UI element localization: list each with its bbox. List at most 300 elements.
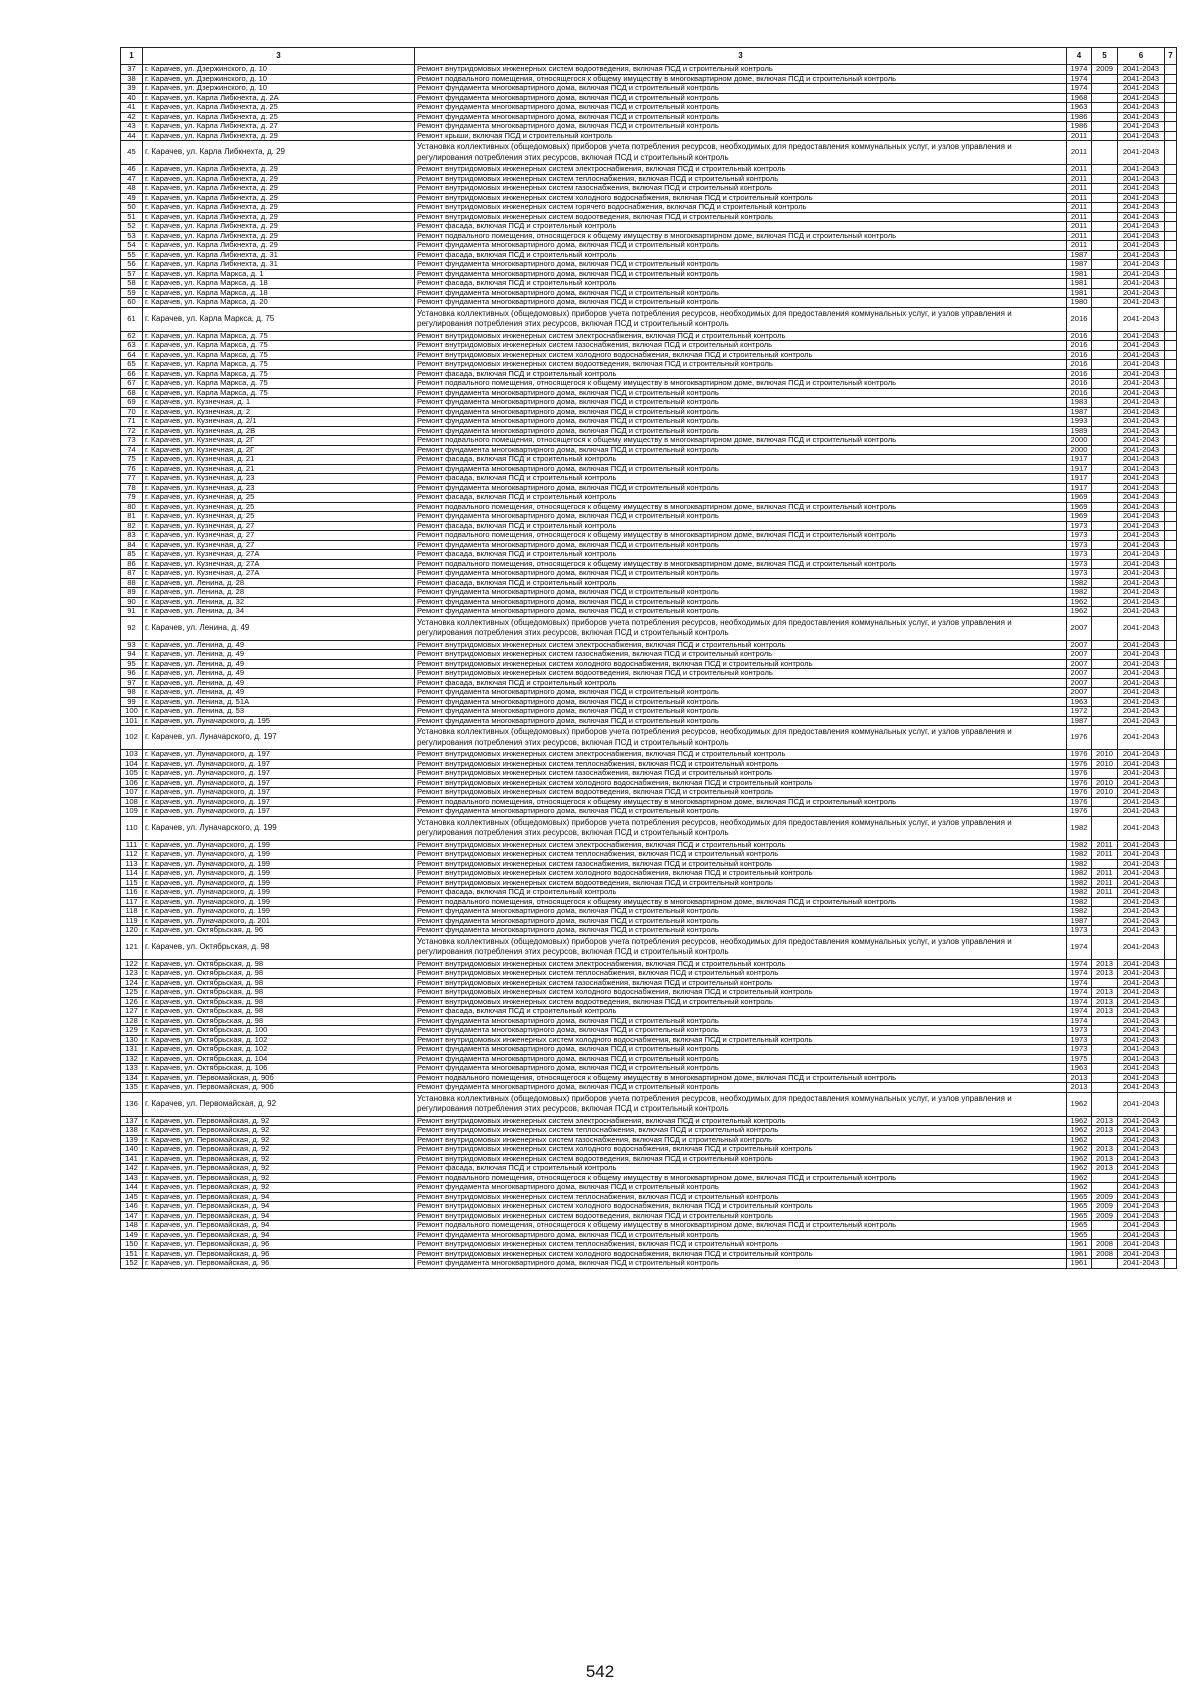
planned-period: 2041-2043 — [1118, 659, 1165, 669]
last-repair-year — [1092, 260, 1118, 270]
last-repair-year — [1092, 1135, 1118, 1145]
table-row — [121, 131, 1177, 141]
planned-period: 2041-2043 — [1118, 222, 1165, 232]
row-number: 38 — [121, 74, 143, 84]
planned-period: 2041-2043 — [1118, 559, 1165, 569]
table-row — [121, 493, 1177, 503]
row-number: 81 — [121, 512, 143, 522]
planned-period: 2041-2043 — [1118, 935, 1165, 959]
empty-cell — [1165, 269, 1177, 279]
planned-period: 2041-2043 — [1118, 726, 1165, 750]
table-row — [121, 165, 1177, 175]
empty-cell — [1165, 640, 1177, 650]
work-type: Ремонт внутридомовых инженерных систем электроснабжения, включая ПСД и строительный контроль — [415, 640, 1067, 650]
table-row — [121, 141, 1177, 165]
last-repair-year — [1092, 222, 1118, 232]
address: г. Карачев, ул. Ленина, д. 34 — [143, 607, 415, 617]
row-number: 152 — [121, 1259, 143, 1269]
table-row — [121, 1164, 1177, 1174]
row-number: 42 — [121, 112, 143, 122]
address: г. Карачев, ул. Луначарского, д. 197 — [143, 788, 415, 798]
year-built: 1974 — [1067, 935, 1092, 959]
empty-cell — [1165, 141, 1177, 165]
table-row — [121, 502, 1177, 512]
table-row — [121, 578, 1177, 588]
last-repair-year — [1092, 1016, 1118, 1026]
work-type: Ремонт внутридомовых инженерных систем газоснабжения, включая ПСД и строительный контроль — [415, 859, 1067, 869]
work-type: Ремонт фундамента многоквартирного дома, включая ПСД и строительный контроль — [415, 512, 1067, 522]
address: г. Карачев, ул. Карла Либкнехта, д. 29 — [143, 184, 415, 194]
address: г. Карачев, ул. Кузнечная, д. 25 — [143, 512, 415, 522]
last-repair-year — [1092, 483, 1118, 493]
address: г. Карачев, ул. Карла Либкнехта, д. 29 — [143, 141, 415, 165]
address: г. Карачев, ул. Луначарского, д. 197 — [143, 778, 415, 788]
row-number: 67 — [121, 379, 143, 389]
work-type: Ремонт внутридомовых инженерных систем холодного водоснабжения, включая ПСД и строительный контроль — [415, 988, 1067, 998]
work-type: Ремонт фундамента многоквартирного дома, включая ПСД и строительный контроль — [415, 1054, 1067, 1064]
last-repair-year — [1092, 669, 1118, 679]
table-row — [121, 360, 1177, 370]
work-type: Ремонт фундамента многоквартирного дома, включая ПСД и строительный контроль — [415, 688, 1067, 698]
year-built: 1962 — [1067, 1135, 1092, 1145]
address: г. Карачев, ул. Луначарского, д. 197 — [143, 750, 415, 760]
work-type: Ремонт внутридомовых инженерных систем холодного водоснабжения, включая ПСД и строительный контроль — [415, 1202, 1067, 1212]
year-built: 2007 — [1067, 640, 1092, 650]
year-built: 2007 — [1067, 659, 1092, 669]
row-number: 66 — [121, 369, 143, 379]
planned-period: 2041-2043 — [1118, 1154, 1165, 1164]
planned-period: 2041-2043 — [1118, 1173, 1165, 1183]
last-repair-year — [1092, 388, 1118, 398]
empty-cell — [1165, 436, 1177, 446]
row-number: 126 — [121, 997, 143, 1007]
year-built: 2016 — [1067, 388, 1092, 398]
empty-cell — [1165, 926, 1177, 936]
last-repair-year — [1092, 797, 1118, 807]
row-number: 151 — [121, 1249, 143, 1259]
table-row — [121, 521, 1177, 531]
table-header-row — [121, 48, 1177, 65]
row-number: 150 — [121, 1240, 143, 1250]
planned-period: 2041-2043 — [1118, 640, 1165, 650]
header-col-7: 7 — [1165, 48, 1177, 65]
work-type: Ремонт подвального помещения, относящегося к общему имуществу в многоквартирном доме, включая ПСД и строительный контроль — [415, 559, 1067, 569]
address: г. Карачев, ул. Ленина, д. 49 — [143, 659, 415, 669]
row-number: 138 — [121, 1126, 143, 1136]
last-repair-year — [1092, 569, 1118, 579]
year-built: 1987 — [1067, 407, 1092, 417]
table-row — [121, 279, 1177, 289]
planned-period: 2041-2043 — [1118, 540, 1165, 550]
work-type: Ремонт фундамента многоквартирного дома, включая ПСД и строительный контроль — [415, 926, 1067, 936]
planned-period: 2041-2043 — [1118, 897, 1165, 907]
year-built: 2011 — [1067, 203, 1092, 213]
year-built: 2011 — [1067, 231, 1092, 241]
planned-period: 2041-2043 — [1118, 445, 1165, 455]
work-type: Ремонт фасада, включая ПСД и строительный контроль — [415, 550, 1067, 560]
planned-period: 2041-2043 — [1118, 493, 1165, 503]
last-repair-year — [1092, 1083, 1118, 1093]
year-built: 1917 — [1067, 483, 1092, 493]
work-type: Ремонт внутридомовых инженерных систем газоснабжения, включая ПСД и строительный контроль — [415, 650, 1067, 660]
last-repair-year — [1092, 521, 1118, 531]
year-built: 1976 — [1067, 726, 1092, 750]
work-type: Ремонт фундамента многоквартирного дома, включая ПСД и строительный контроль — [415, 398, 1067, 408]
table-row — [121, 1145, 1177, 1155]
address: г. Карачев, ул. Первомайская, д. 92 — [143, 1116, 415, 1126]
last-repair-year — [1092, 379, 1118, 389]
last-repair-year — [1092, 250, 1118, 260]
last-repair-year — [1092, 474, 1118, 484]
last-repair-year — [1092, 141, 1118, 165]
work-type: Ремонт внутридомовых инженерных систем электроснабжения, включая ПСД и строительный контроль — [415, 750, 1067, 760]
empty-cell — [1165, 569, 1177, 579]
year-built: 2016 — [1067, 331, 1092, 341]
empty-cell — [1165, 859, 1177, 869]
empty-cell — [1165, 1045, 1177, 1055]
empty-cell — [1165, 493, 1177, 503]
address: г. Карачев, ул. Кузнечная, д. 21 — [143, 455, 415, 465]
year-built: 1973 — [1067, 521, 1092, 531]
year-built: 1965 — [1067, 1211, 1092, 1221]
work-type: Ремонт подвального помещения, относящегося к общему имуществу в многоквартирном доме, включая ПСД и строительный контроль — [415, 897, 1067, 907]
row-number: 76 — [121, 464, 143, 474]
planned-period: 2041-2043 — [1118, 417, 1165, 427]
empty-cell — [1165, 103, 1177, 113]
table-row — [121, 1249, 1177, 1259]
address: г. Карачев, ул. Первомайская, д. 96 — [143, 1240, 415, 1250]
row-number: 123 — [121, 969, 143, 979]
last-repair-year — [1092, 1035, 1118, 1045]
work-type: Ремонт внутридомовых инженерных систем газоснабжения, включая ПСД и строительный контроль — [415, 978, 1067, 988]
empty-cell — [1165, 1126, 1177, 1136]
row-number: 132 — [121, 1054, 143, 1064]
planned-period: 2041-2043 — [1118, 1016, 1165, 1026]
work-type: Ремонт фундамента многоквартирного дома, включая ПСД и строительный контроль — [415, 445, 1067, 455]
address: г. Карачев, ул. Карла Либкнехта, д. 31 — [143, 250, 415, 260]
empty-cell — [1165, 907, 1177, 917]
row-number: 61 — [121, 307, 143, 331]
work-type: Ремонт фундамента многоквартирного дома, включая ПСД и строительный контроль — [415, 1183, 1067, 1193]
empty-cell — [1165, 512, 1177, 522]
work-type: Ремонт внутридомовых инженерных систем теплоснабжения, включая ПСД и строительный контроль — [415, 969, 1067, 979]
last-repair-year — [1092, 1259, 1118, 1269]
header-col-6: 6 — [1118, 48, 1165, 65]
year-built: 1963 — [1067, 1064, 1092, 1074]
row-number: 118 — [121, 907, 143, 917]
address: г. Карачев, ул. Ленина, д. 53 — [143, 707, 415, 717]
last-repair-year — [1092, 407, 1118, 417]
year-built: 1982 — [1067, 869, 1092, 879]
planned-period: 2041-2043 — [1118, 65, 1165, 75]
empty-cell — [1165, 174, 1177, 184]
table-row — [121, 203, 1177, 213]
planned-period: 2041-2043 — [1118, 597, 1165, 607]
year-built: 1987 — [1067, 260, 1092, 270]
row-number: 108 — [121, 797, 143, 807]
empty-cell — [1165, 988, 1177, 998]
last-repair-year — [1092, 269, 1118, 279]
table-row — [121, 369, 1177, 379]
last-repair-year — [1092, 926, 1118, 936]
row-number: 136 — [121, 1092, 143, 1116]
row-number: 69 — [121, 398, 143, 408]
planned-period: 2041-2043 — [1118, 978, 1165, 988]
table-row — [121, 669, 1177, 679]
work-type: Ремонт подвального помещения, относящегося к общему имуществу в многоквартирном доме, включая ПСД и строительный контроль — [415, 1173, 1067, 1183]
address: г. Карачев, ул. Карла Либкнехта, д. 29 — [143, 174, 415, 184]
planned-period: 2041-2043 — [1118, 916, 1165, 926]
work-type: Ремонт внутридомовых инженерных систем водоотведения, включая ПСД и строительный контроль — [415, 212, 1067, 222]
empty-cell — [1165, 1073, 1177, 1083]
table-row — [121, 788, 1177, 798]
table-row — [121, 74, 1177, 84]
year-built: 1963 — [1067, 697, 1092, 707]
last-repair-year: 2011 — [1092, 878, 1118, 888]
work-type: Ремонт фундамента многоквартирного дома, включая ПСД и строительный контроль — [415, 1083, 1067, 1093]
work-type: Установка коллективных (общедомовых) приборов учета потребления ресурсов, необходимых для предоставления коммунальных услуг, и узлов управления и регулирования потребления этих ресурсов, включая ПСД и строительный контроль — [415, 1092, 1067, 1116]
work-type: Ремонт внутридомовых инженерных систем водоотведения, включая ПСД и строительный контроль — [415, 997, 1067, 1007]
planned-period: 2041-2043 — [1118, 716, 1165, 726]
row-number: 139 — [121, 1135, 143, 1145]
address: г. Карачев, ул. Карла Маркса, д. 75 — [143, 388, 415, 398]
address: г. Карачев, ул. Кузнечная, д. 21 — [143, 464, 415, 474]
work-type: Ремонт фундамента многоквартирного дома, включая ПСД и строительный контроль — [415, 707, 1067, 717]
year-built: 1976 — [1067, 778, 1092, 788]
address: г. Карачев, ул. Луначарского, д. 199 — [143, 897, 415, 907]
work-type: Ремонт подвального помещения, относящегося к общему имуществу в многоквартирном доме, включая ПСД и строительный контроль — [415, 502, 1067, 512]
last-repair-year — [1092, 1045, 1118, 1055]
row-number: 57 — [121, 269, 143, 279]
address: г. Карачев, ул. Первомайская, д. 92 — [143, 1154, 415, 1164]
planned-period: 2041-2043 — [1118, 436, 1165, 446]
work-type: Ремонт фундамента многоквартирного дома, включая ПСД и строительный контроль — [415, 288, 1067, 298]
table-row — [121, 869, 1177, 879]
address: г. Карачев, ул. Первомайская, д. 94 — [143, 1202, 415, 1212]
work-type: Установка коллективных (общедомовых) приборов учета потребления ресурсов, необходимых для предоставления коммунальных услуг, и узлов управления и регулирования потребления этих ресурсов, включая ПСД и строительный контроль — [415, 141, 1067, 165]
empty-cell — [1165, 697, 1177, 707]
address: г. Карачев, ул. Октябрьская, д. 100 — [143, 1026, 415, 1036]
empty-cell — [1165, 455, 1177, 465]
planned-period: 2041-2043 — [1118, 141, 1165, 165]
work-type: Ремонт внутридомовых инженерных систем теплоснабжения, включая ПСД и строительный контроль — [415, 850, 1067, 860]
address: г. Карачев, ул. Кузнечная, д. 25 — [143, 502, 415, 512]
work-type: Ремонт фундамента многоквартирного дома, включая ПСД и строительный контроль — [415, 1230, 1067, 1240]
planned-period: 2041-2043 — [1118, 112, 1165, 122]
row-number: 142 — [121, 1164, 143, 1174]
address: г. Карачев, ул. Первомайская, д. 92 — [143, 1092, 415, 1116]
work-type: Ремонт фасада, включая ПСД и строительный контроль — [415, 455, 1067, 465]
planned-period: 2041-2043 — [1118, 1211, 1165, 1221]
work-type: Ремонт внутридомовых инженерных систем газоснабжения, включая ПСД и строительный контроль — [415, 1135, 1067, 1145]
last-repair-year: 2010 — [1092, 778, 1118, 788]
address: г. Карачев, ул. Карла Маркса, д. 75 — [143, 369, 415, 379]
work-type: Ремонт фундамента многоквартирного дома, включая ПСД и строительный контроль — [415, 1026, 1067, 1036]
work-type: Ремонт фундамента многоквартирного дома, включая ПСД и строительный контроль — [415, 417, 1067, 427]
row-number: 86 — [121, 559, 143, 569]
planned-period: 2041-2043 — [1118, 279, 1165, 289]
year-built: 1976 — [1067, 769, 1092, 779]
empty-cell — [1165, 850, 1177, 860]
address: г. Карачев, ул. Карла Либкнехта, д. 29 — [143, 131, 415, 141]
empty-cell — [1165, 1092, 1177, 1116]
table-row — [121, 640, 1177, 650]
work-type: Ремонт фундамента многоквартирного дома, включая ПСД и строительный контроль — [415, 607, 1067, 617]
last-repair-year: 2009 — [1092, 1202, 1118, 1212]
row-number: 68 — [121, 388, 143, 398]
planned-period: 2041-2043 — [1118, 250, 1165, 260]
last-repair-year: 2009 — [1092, 1192, 1118, 1202]
work-type: Ремонт внутридомовых инженерных систем теплоснабжения, включая ПСД и строительный контроль — [415, 174, 1067, 184]
address: г. Карачев, ул. Карла Маркса, д. 75 — [143, 307, 415, 331]
last-repair-year: 2009 — [1092, 1211, 1118, 1221]
table-row — [121, 1126, 1177, 1136]
last-repair-year — [1092, 540, 1118, 550]
row-number: 60 — [121, 298, 143, 308]
planned-period: 2041-2043 — [1118, 769, 1165, 779]
table-row — [121, 816, 1177, 840]
year-built: 2013 — [1067, 1083, 1092, 1093]
planned-period: 2041-2043 — [1118, 707, 1165, 717]
year-built: 1973 — [1067, 569, 1092, 579]
table-row — [121, 1221, 1177, 1231]
work-type: Ремонт внутридомовых инженерных систем газоснабжения, включая ПСД и строительный контроль — [415, 184, 1067, 194]
address: г. Карачев, ул. Карла Либкнехта, д. 2А — [143, 93, 415, 103]
year-built: 1973 — [1067, 550, 1092, 560]
empty-cell — [1165, 1249, 1177, 1259]
year-built: 1975 — [1067, 1054, 1092, 1064]
work-type: Ремонт внутридомовых инженерных систем холодного водоснабжения, включая ПСД и строительный контроль — [415, 1249, 1067, 1259]
planned-period: 2041-2043 — [1118, 616, 1165, 640]
year-built: 2011 — [1067, 241, 1092, 251]
table-row — [121, 474, 1177, 484]
work-type: Ремонт внутридомовых инженерных систем водоотведения, включая ПСД и строительный контроль — [415, 669, 1067, 679]
row-number: 103 — [121, 750, 143, 760]
address: г. Карачев, ул. Луначарского, д. 199 — [143, 859, 415, 869]
last-repair-year: 2010 — [1092, 750, 1118, 760]
row-number: 48 — [121, 184, 143, 194]
planned-period: 2041-2043 — [1118, 288, 1165, 298]
last-repair-year: 2013 — [1092, 1126, 1118, 1136]
empty-cell — [1165, 1173, 1177, 1183]
row-number: 113 — [121, 859, 143, 869]
year-built: 1972 — [1067, 707, 1092, 717]
work-type: Ремонт фундамента многоквартирного дома, включая ПСД и строительный контроль — [415, 241, 1067, 251]
address: г. Карачев, ул. Луначарского, д. 197 — [143, 769, 415, 779]
work-type: Ремонт фундамента многоквартирного дома, включая ПСД и строительный контроль — [415, 569, 1067, 579]
planned-period: 2041-2043 — [1118, 1073, 1165, 1083]
row-number: 144 — [121, 1183, 143, 1193]
row-number: 77 — [121, 474, 143, 484]
planned-period: 2041-2043 — [1118, 455, 1165, 465]
planned-period: 2041-2043 — [1118, 688, 1165, 698]
empty-cell — [1165, 1145, 1177, 1155]
address: г. Карачев, ул. Карла Либкнехта, д. 25 — [143, 112, 415, 122]
row-number: 75 — [121, 455, 143, 465]
year-built: 2000 — [1067, 436, 1092, 446]
address: г. Карачев, ул. Первомайская, д. 92 — [143, 1173, 415, 1183]
year-built: 1974 — [1067, 959, 1092, 969]
last-repair-year: 2013 — [1092, 959, 1118, 969]
planned-period: 2041-2043 — [1118, 1221, 1165, 1231]
address: г. Карачев, ул. Карла Либкнехта, д. 29 — [143, 193, 415, 203]
row-number: 58 — [121, 279, 143, 289]
empty-cell — [1165, 193, 1177, 203]
table-row — [121, 540, 1177, 550]
row-number: 53 — [121, 231, 143, 241]
last-repair-year — [1092, 769, 1118, 779]
empty-cell — [1165, 1240, 1177, 1250]
work-type: Ремонт внутридомовых инженерных систем электроснабжения, включая ПСД и строительный контроль — [415, 840, 1067, 850]
address: г. Карачев, ул. Луначарского, д. 199 — [143, 840, 415, 850]
row-number: 140 — [121, 1145, 143, 1155]
empty-cell — [1165, 417, 1177, 427]
year-built: 1962 — [1067, 1183, 1092, 1193]
year-built: 1974 — [1067, 988, 1092, 998]
address: г. Карачев, ул. Кузнечная, д. 2В — [143, 426, 415, 436]
row-number: 56 — [121, 260, 143, 270]
empty-cell — [1165, 1116, 1177, 1126]
last-repair-year — [1092, 464, 1118, 474]
last-repair-year — [1092, 369, 1118, 379]
last-repair-year — [1092, 436, 1118, 446]
planned-period: 2041-2043 — [1118, 926, 1165, 936]
row-number: 47 — [121, 174, 143, 184]
row-number: 124 — [121, 978, 143, 988]
work-type: Ремонт фасада, включая ПСД и строительный контроль — [415, 578, 1067, 588]
empty-cell — [1165, 212, 1177, 222]
table-row — [121, 103, 1177, 113]
last-repair-year — [1092, 360, 1118, 370]
row-number: 92 — [121, 616, 143, 640]
last-repair-year — [1092, 650, 1118, 660]
year-built: 2016 — [1067, 307, 1092, 331]
planned-period: 2041-2043 — [1118, 850, 1165, 860]
planned-period: 2041-2043 — [1118, 859, 1165, 869]
table-row — [121, 1016, 1177, 1026]
work-type: Ремонт фундамента многоквартирного дома, включая ПСД и строительный контроль — [415, 1259, 1067, 1269]
address: г. Карачев, ул. Ленина, д. 32 — [143, 597, 415, 607]
work-type: Ремонт фундамента многоквартирного дома, включая ПСД и строительный контроль — [415, 93, 1067, 103]
empty-cell — [1165, 726, 1177, 750]
last-repair-year — [1092, 550, 1118, 560]
last-repair-year — [1092, 1073, 1118, 1083]
row-number: 63 — [121, 341, 143, 351]
last-repair-year — [1092, 1064, 1118, 1074]
work-type: Ремонт фасада, включая ПСД и строительный контроль — [415, 279, 1067, 289]
work-type: Ремонт внутридомовых инженерных систем холодного водоснабжения, включая ПСД и строительный контроль — [415, 1035, 1067, 1045]
table-row — [121, 436, 1177, 446]
empty-cell — [1165, 878, 1177, 888]
table-row — [121, 607, 1177, 617]
row-number: 120 — [121, 926, 143, 936]
row-number: 40 — [121, 93, 143, 103]
year-built: 1969 — [1067, 502, 1092, 512]
planned-period: 2041-2043 — [1118, 750, 1165, 760]
table-row — [121, 174, 1177, 184]
work-type: Установка коллективных (общедомовых) приборов учета потребления ресурсов, необходимых для предоставления коммунальных услуг, и узлов управления и регулирования потребления этих ресурсов, включая ПСД и строительный контроль — [415, 616, 1067, 640]
planned-period: 2041-2043 — [1118, 298, 1165, 308]
empty-cell — [1165, 540, 1177, 550]
table-row — [121, 193, 1177, 203]
row-number: 59 — [121, 288, 143, 298]
address: г. Карачев, ул. Первомайская, д. 94 — [143, 1211, 415, 1221]
address: г. Карачев, ул. Кузнечная, д. 2Г — [143, 445, 415, 455]
table-row — [121, 969, 1177, 979]
planned-period: 2041-2043 — [1118, 1135, 1165, 1145]
last-repair-year — [1092, 726, 1118, 750]
work-type: Ремонт внутридомовых инженерных систем водоотведения, включая ПСД и строительный контроль — [415, 878, 1067, 888]
